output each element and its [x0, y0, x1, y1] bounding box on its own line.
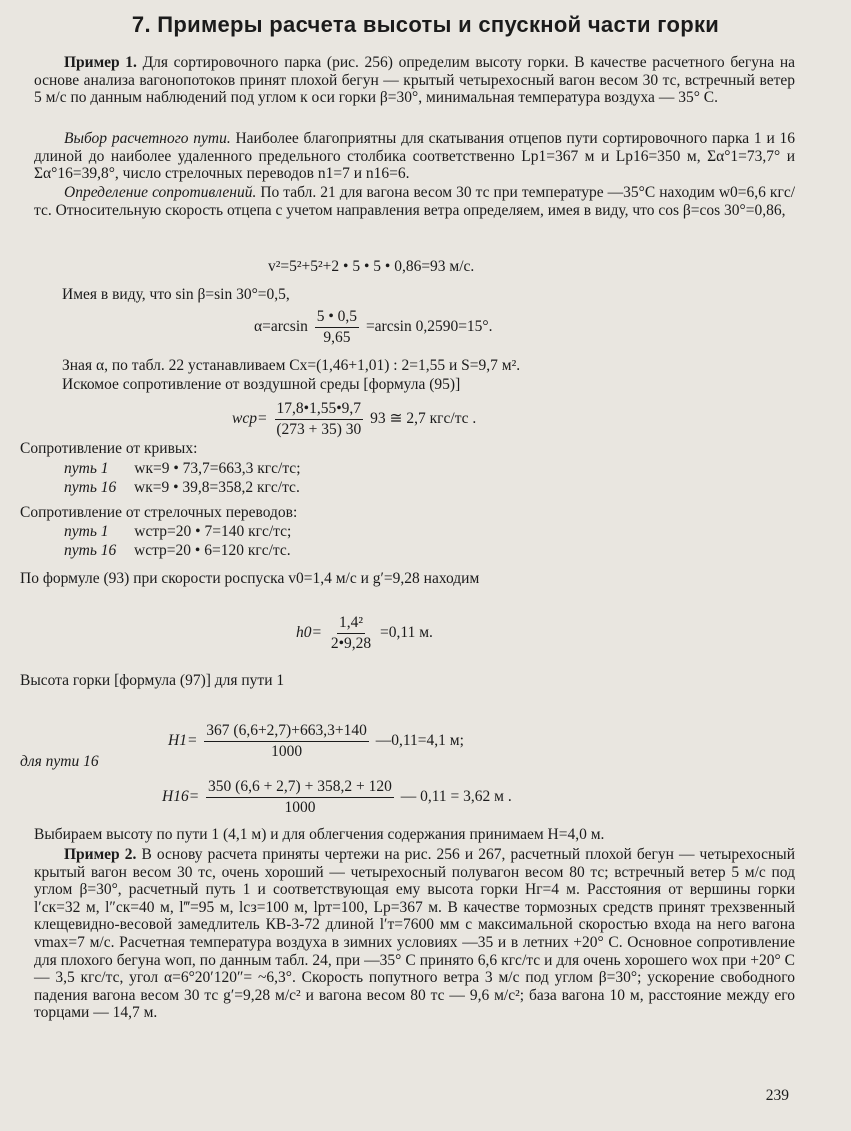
curve-path-16	[64, 479, 300, 497]
page-number: 239	[765, 1087, 789, 1104]
section-title: 7. Примеры расчета высоты и спускной части горки	[131, 12, 720, 37]
equation-alpha-right: =arcsin 0,2590=15°.	[365, 318, 493, 336]
resistance-text: По табл. 21 для вагона весом 30 тс при температуре —35°C находим w0=6,6 кгс/тс. Относительную скорость отцепа с учетом направления ветра определяем, имея в виду, что cos β=cos 30°=0,86,	[34, 184, 796, 219]
equation-alpha-fraction	[315, 308, 359, 347]
equation-h16-denominator: 1000	[284, 799, 316, 816]
equation-h1-fraction	[204, 722, 369, 761]
choice-text: Выбираем высоту по пути 1 (4,1 м) и для облегчения содержания принимаем H=4,0 м.	[34, 826, 605, 843]
equation-wsr-denominator: (273 + 35) 30	[276, 421, 362, 438]
equation-wsr-numerator: 17,8•1,55•9,7	[275, 400, 363, 420]
equation-alpha-denominator: 9,65	[323, 329, 351, 346]
equation-wsr-left: wср=	[232, 410, 268, 428]
example2-label: Пример 2.	[64, 846, 137, 863]
switches-title: Сопротивление от стрелочных переводов:	[20, 504, 298, 521]
curve-path-value: wк=9 • 39,8=358,2 кгс/тс.	[134, 479, 300, 496]
equation-h16-fraction	[206, 778, 394, 817]
equation-wsr	[232, 400, 476, 439]
equation-h0-right: =0,11 м.	[380, 624, 433, 642]
resistance-paragraph	[34, 184, 795, 219]
equation-h1-denominator: 1000	[271, 743, 303, 760]
path-choice-paragraph	[34, 130, 795, 183]
equation-h0	[296, 614, 433, 653]
resistance-title: Определение сопротивлений.	[64, 184, 257, 201]
example1-intro-text: Для сортировочного парка (рис. 256) определим высоту горки. В качестве расчетного бегуна на основе анализа вагонопотоков принят плохой бегун — крытый четырехосный вагон весом 30 тс, встречный ветер 5 м/с по данным наблюдений под углом к оси горки β=30°, минимальная температура воздуха — 35° C.	[34, 54, 795, 107]
equation-h0-left: h0=	[296, 624, 322, 642]
equation-wsr-right: 93 ≅ 2,7 кгс/тс .	[370, 410, 477, 428]
equation-h16-left: H16=	[162, 788, 200, 806]
equation-wsr-fraction	[274, 400, 363, 439]
equation-v2: v²=5²+5²+2 • 5 • 5 • 0,86=93 м/с.	[268, 258, 475, 275]
switch-path-label: путь 1	[64, 523, 109, 540]
curve-path-1	[64, 460, 301, 478]
switch-path-value: wстр=20 • 6=120 кгс/тс.	[134, 542, 291, 559]
example2-text: В основу расчета приняты чертежи на рис. 256 и 267, расчетный плохой бегун — четырехосный крытый вагон весом 30 тс, очень хороший — четырехосный полувагон весом 80 тс; встречный ветер 5 м/с под углом β=30°, расчетный путь 1 и соответствующая ему высота горки Hг=4 м. Расстояния от вершины горки l′ск=32 м, l″ск=40 м, l‴=95 м, lсз=100 м, lрт=100, Lр=367 м. В качестве тормозных средств принят трехзвенный клещевидно-весовой замедлитель КВ-3-72 длиной l′т=7600 мм с максимальной скоростью входа на него вагона vmax=7 м/с. Расчетная температура воздуха в зимних условиях —35 и в летних +20° C. Основное сопротивление для плохого бегуна wоп, по данным табл. 24, при —35° C принято 6,6 кгс/тс и для очень хорошего wох при +20° C — 3,5 кгс/тс, угол α=6°20′120″= ~6,3°. Скорость попутного ветра 3 м/с под углом β=30°; ускорение свободного падения вагона весом 30 тс g′=9,28 м/с² и вагона весом 80 тс — 9,6 м/с²; база вагона 10 м, расстояние между его торцами — 14,7 м.	[34, 846, 796, 1022]
equation-h16-right: — 0,11 = 3,62 м .	[400, 788, 512, 806]
switch-path-1	[64, 523, 291, 541]
equation-h0-numerator: 1,4²	[337, 614, 365, 634]
for-path16-text: для пути 16	[20, 753, 99, 770]
equation-alpha	[254, 308, 493, 347]
formula93-text: По формуле (93) при скорости роспуска v0=1,4 м/с и g′=9,28 находим	[20, 570, 480, 587]
path-choice-text: Наиболее благоприятны для скатывания отцепов пути сортировочного парка 1 и 16 длиной до наиболее удаленного предельного столбика соответственно Lр1=367 м и Lр16=350 м, Σα°1=73,7° и Σα°16=39,8°, число стрелочных переводов n1=7 и n16=6.	[34, 130, 795, 183]
equation-h1-numerator: 367 (6,6+2,7)+663,3+140	[204, 722, 369, 742]
equation-h16-numerator: 350 (6,6 + 2,7) + 358,2 + 120	[206, 778, 394, 798]
equation-alpha-left: α=arcsin	[254, 318, 308, 336]
example1-intro	[34, 54, 795, 107]
switch-path-label: путь 16	[64, 542, 117, 559]
equation-h16	[162, 778, 512, 817]
equation-h1-left: H1=	[168, 732, 198, 750]
sin-text: Имея в виду, что sin β=sin 30°=0,5,	[62, 286, 290, 303]
path-choice-title: Выбор расчетного пути.	[64, 130, 231, 147]
curves-title: Сопротивление от кривых:	[20, 440, 198, 457]
curve-path-label: путь 16	[64, 479, 117, 496]
equation-h1-right: —0,11=4,1 м;	[375, 732, 464, 750]
switch-path-16	[64, 542, 291, 560]
curve-path-value: wк=9 • 73,7=663,3 кгс/тс;	[134, 460, 301, 477]
curve-path-label: путь 1	[64, 460, 109, 477]
air-resistance-text: Искомое сопротивление от воздушной среды [формула (95)]	[62, 376, 461, 393]
equation-h1	[168, 722, 464, 761]
equation-h0-fraction	[329, 614, 373, 653]
example1-label: Пример 1.	[64, 54, 137, 71]
equation-alpha-numerator: 5 • 0,5	[315, 308, 359, 328]
example2-paragraph	[34, 846, 795, 1022]
cx-text: Зная α, по табл. 22 устанавливаем Cx=(1,46+1,01) : 2=1,55 и S=9,7 м².	[62, 357, 521, 374]
height-text: Высота горки [формула (97)] для пути 1	[20, 672, 285, 689]
switch-path-value: wстр=20 • 7=140 кгс/тс;	[134, 523, 292, 540]
equation-h0-denominator: 2•9,28	[330, 635, 372, 652]
